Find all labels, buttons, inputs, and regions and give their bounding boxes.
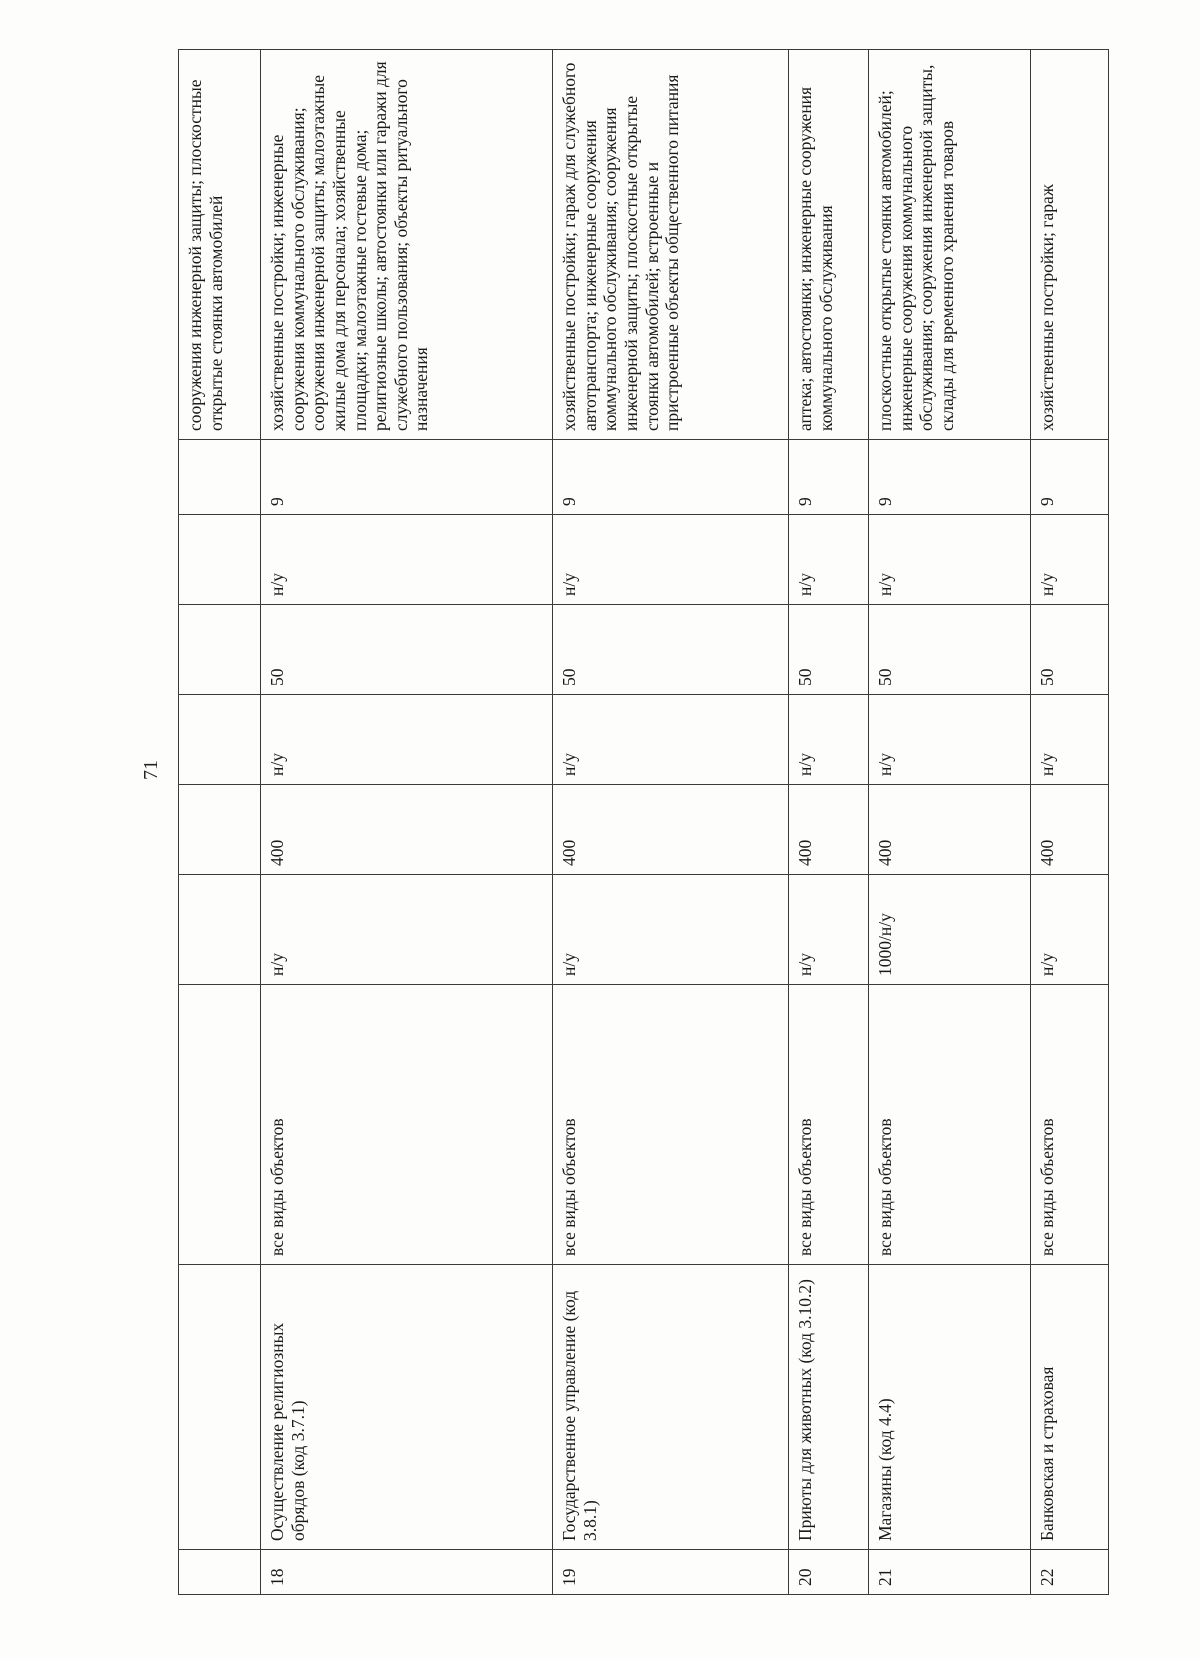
cell-aux-uses: аптека; автостоянки; инженерные сооружения коммунального обслуживания: [789, 50, 869, 440]
cell-use-name: Магазины (код 4.4): [869, 1265, 1031, 1550]
cell-value: 400: [553, 785, 789, 875]
cell-value: н/у: [869, 695, 1031, 785]
cell-value: н/у: [789, 875, 869, 985]
cell-value: 9: [553, 440, 789, 515]
cell-value: н/у: [553, 875, 789, 985]
cell-value: н/у: [789, 695, 869, 785]
cell-aux-uses: хозяйственные постройки; гараж: [1031, 50, 1109, 440]
cell-value: 50: [1031, 605, 1109, 695]
cell-value: 1000/н/у: [869, 875, 1031, 985]
cell-value: 50: [261, 605, 553, 695]
cell-value: н/у: [553, 695, 789, 785]
cell-object-types: все виды объектов: [261, 985, 553, 1265]
cell-object-types: все виды объектов: [869, 985, 1031, 1265]
cell-value: 50: [789, 605, 869, 695]
cell-value: н/у: [261, 515, 553, 605]
cell-value: 9: [789, 440, 869, 515]
cell-value: 9: [1031, 440, 1109, 515]
cell-aux-uses: плоскостные открытые стоянки автомобилей; инженерные сооружения коммунального обслуживания; сооружения инженерной защиты, склады для временного хранения товаров: [869, 50, 1031, 440]
cell-empty: [179, 785, 261, 875]
rotated-table-frame: [178, 50, 1108, 1595]
cell-value: н/у: [1031, 875, 1109, 985]
cell-value: н/у: [789, 515, 869, 605]
cell-object-types: все виды объектов: [553, 985, 789, 1265]
page-number: 71: [140, 760, 162, 780]
cell-empty: [179, 695, 261, 785]
table-row: [869, 50, 1031, 1595]
cell-aux-uses: хозяйственные постройки; инженерные сооружения коммунального обслуживания; сооружения инженерной защиты; малоэтажные жилые дома для персонала; хозяйственные площадки; малоэтажные гостевые дома; религиозные школы; автостоянки или гаражи для служебного пользования; объекты ритуального назначения: [261, 50, 553, 440]
cell-row-number: 20: [789, 1550, 869, 1595]
cell-row-number: 18: [261, 1550, 553, 1595]
zoning-regulations-table: [178, 49, 1109, 1595]
table-row: [553, 50, 789, 1595]
cell-aux-uses: хозяйственные постройки; гараж для служебного автотранспорта; инженерные сооружения коммунального обслуживания; сооружения инженерной защиты; плоскостные открытые стоянки автомобилей; встроенные и пристроенные объекты общественного питания: [553, 50, 789, 440]
cell-empty: [179, 985, 261, 1265]
cell-row-number: 19: [553, 1550, 789, 1595]
cell-empty: [179, 515, 261, 605]
cell-empty: [179, 875, 261, 985]
table-row: [1031, 50, 1109, 1595]
cell-value: 50: [553, 605, 789, 695]
cell-object-types: все виды объектов: [789, 985, 869, 1265]
cell-value: 400: [869, 785, 1031, 875]
cell-value: 400: [1031, 785, 1109, 875]
table-row: [261, 50, 553, 1595]
cell-value: 9: [869, 440, 1031, 515]
cell-row-number: 22: [1031, 1550, 1109, 1595]
cell-object-types: все виды объектов: [1031, 985, 1109, 1265]
cell-value: н/у: [553, 515, 789, 605]
cell-aux-uses: сооружения инженерной защиты; плоскостные открытые стоянки автомобилей: [179, 50, 261, 440]
cell-value: 9: [261, 440, 553, 515]
cell-value: 50: [869, 605, 1031, 695]
cell-empty: [179, 605, 261, 695]
cell-empty: [179, 1550, 261, 1595]
cell-empty: [179, 440, 261, 515]
cell-value: н/у: [1031, 695, 1109, 785]
cell-value: 400: [261, 785, 553, 875]
cell-value: 400: [789, 785, 869, 875]
cell-use-name: Осуществление религиозных обрядов (код 3.7.1): [261, 1265, 553, 1550]
cell-use-name: Приюты для животных (код 3.10.2): [789, 1265, 869, 1550]
cell-use-name: Банковская и страховая: [1031, 1265, 1109, 1550]
cell-empty: [179, 1265, 261, 1550]
cell-value: н/у: [261, 695, 553, 785]
cell-use-name: Государственное управление (код 3.8.1): [553, 1265, 789, 1550]
table-row: [789, 50, 869, 1595]
cell-row-number: 21: [869, 1550, 1031, 1595]
cell-value: н/у: [1031, 515, 1109, 605]
cell-value: н/у: [261, 875, 553, 985]
table-row-continuation: [179, 50, 261, 1595]
cell-value: н/у: [869, 515, 1031, 605]
